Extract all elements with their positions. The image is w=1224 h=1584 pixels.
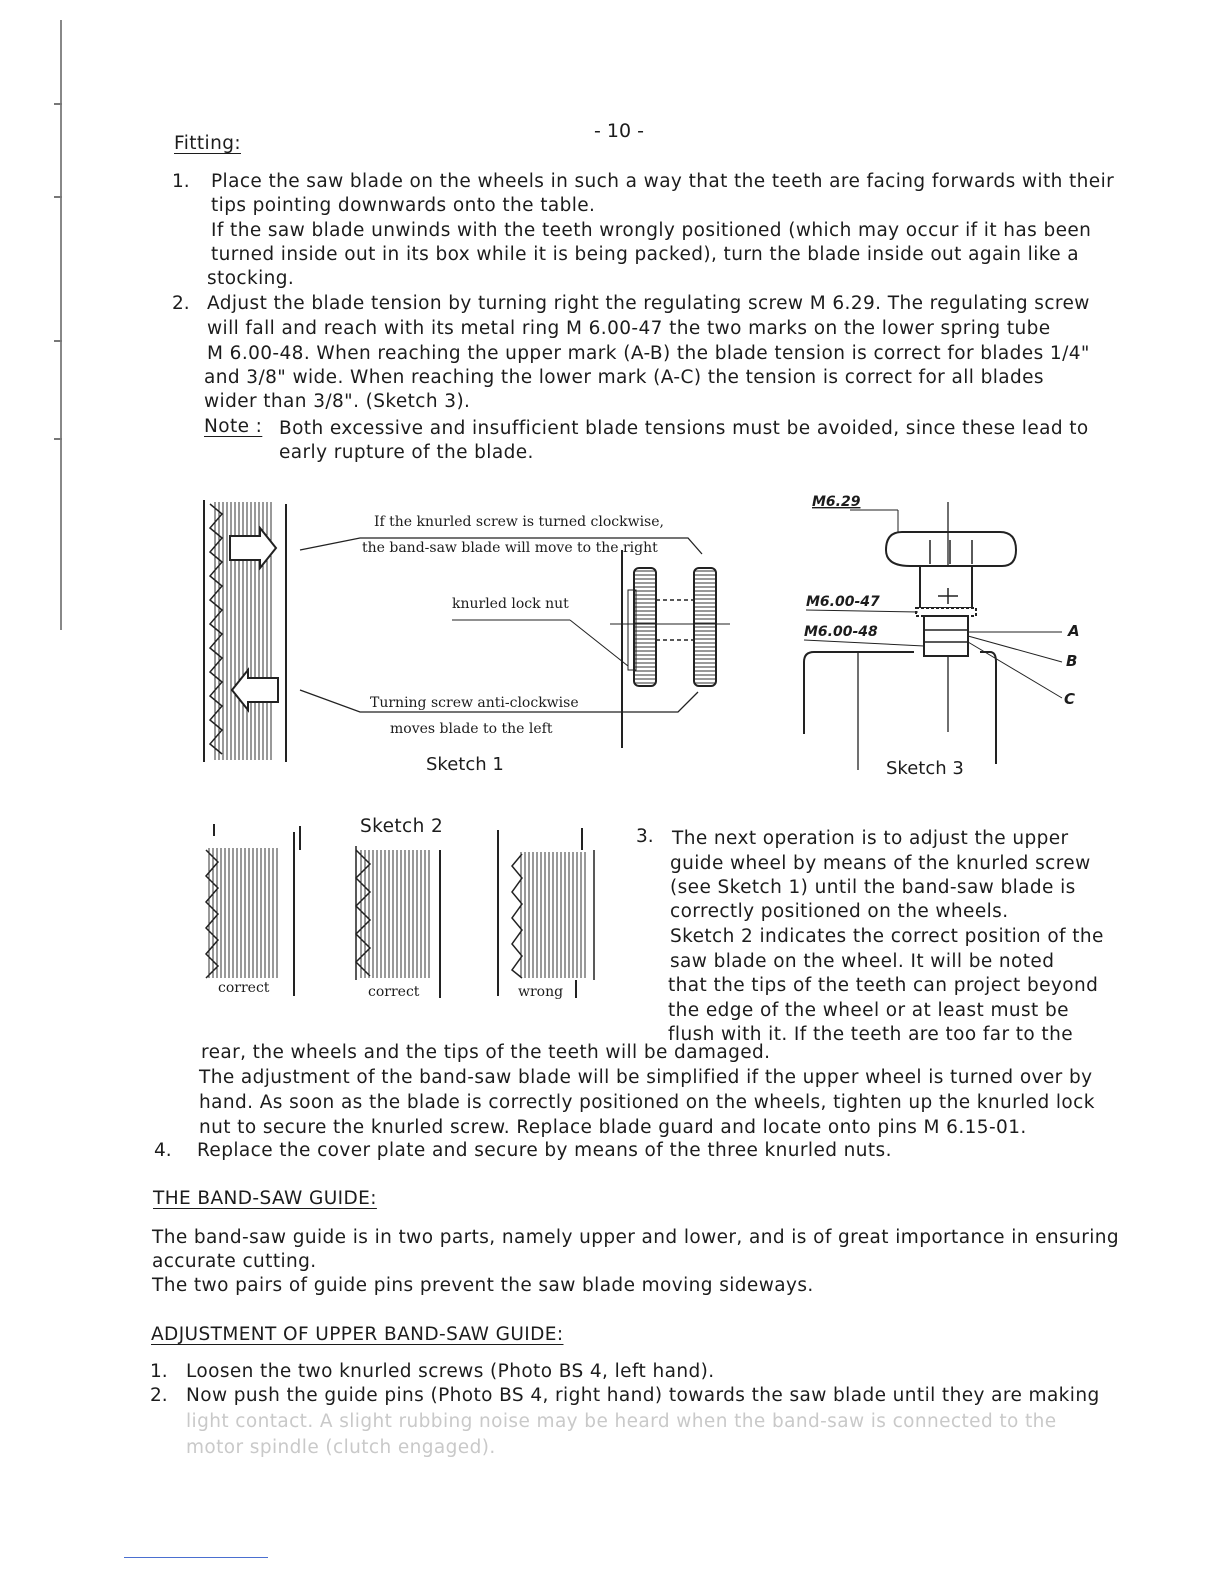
item-3-line: correctly positioned on the wheels. xyxy=(670,901,1009,922)
sketch-2-label: wrong xyxy=(518,984,564,1000)
sketch-2-correct-a xyxy=(206,824,294,996)
sketch-2-label: correct xyxy=(218,980,270,996)
item-3-line: saw blade on the wheel. It will be noted xyxy=(670,951,1055,972)
item-2-line: M 6.00-48. When reaching the upper mark (A-B) the blade tension is correct for blades 1/4" xyxy=(207,343,1090,364)
label-m6-00-48: M6.00-48 xyxy=(804,624,878,640)
item-1-number: 1. xyxy=(172,171,190,192)
knurled-screw xyxy=(610,550,730,748)
upper-item-2-line: motor spindle (clutch engaged). xyxy=(186,1437,496,1458)
guide-heading: THE BAND-SAW GUIDE: xyxy=(153,1188,377,1209)
guide-line: The band-saw guide is in two parts, namely upper and lower, and is of great importance in ensuring xyxy=(152,1227,1120,1248)
item-3-continuation: nut to secure the knurled screw. Replace blade guard and locate onto pins M 6.15-01. xyxy=(199,1117,1027,1138)
item-1-line: tips pointing downwards onto the table. xyxy=(211,195,596,216)
note-line: early rupture of the blade. xyxy=(279,442,534,463)
upper-item-2-line: Now push the guide pins (Photo BS 4, right hand) towards the saw blade until they are making xyxy=(186,1385,1100,1406)
item-4-line: Replace the cover plate and secure by means of the three knurled nuts. xyxy=(197,1140,892,1161)
page-edge xyxy=(60,20,62,630)
lock-nut-label: knurled lock nut xyxy=(452,596,569,612)
upper-item-1-number: 1. xyxy=(150,1361,168,1382)
sketch-3 xyxy=(790,484,1090,784)
edge-tick xyxy=(54,438,62,440)
item-1-line: If the saw blade unwinds with the teeth wrongly positioned (which may occur if it has been xyxy=(211,220,1092,241)
mark-c: C xyxy=(1064,690,1076,708)
item-2-line: Adjust the blade tension by turning right the regulating screw M 6.29. The regulating screw xyxy=(207,293,1090,314)
item-3-line: flush with it. If the teeth are too far to the xyxy=(668,1024,1073,1045)
item-1-line: turned inside out in its box while it is being packed), turn the blade inside out again like a xyxy=(211,244,1080,265)
guide-line: The two pairs of guide pins prevent the saw blade moving sideways. xyxy=(152,1275,814,1296)
edge-tick xyxy=(54,340,62,342)
sketch-2-label: correct xyxy=(368,984,420,1000)
item-3-line: guide wheel by means of the knurled screw xyxy=(670,853,1091,874)
item-2-number: 2. xyxy=(172,293,190,314)
guide-line: accurate cutting. xyxy=(152,1251,317,1272)
sketch-1-caption: If the knurled screw is turned clockwise, xyxy=(374,514,664,530)
edge-tick xyxy=(54,196,62,198)
item-3-line: The next operation is to adjust the upper xyxy=(672,828,1069,849)
sketch-3-title: Sketch 3 xyxy=(886,758,964,779)
item-3-line: (see Sketch 1) until the band-saw blade is xyxy=(670,877,1076,898)
sketch-2-wrong xyxy=(498,828,594,998)
footer-rule xyxy=(124,1557,268,1558)
item-3-continuation: hand. As soon as the blade is correctly positioned on the wheels, tighten up the knurled lock xyxy=(199,1092,1095,1113)
edge-tick xyxy=(54,103,62,105)
sketch-2 xyxy=(196,820,606,1010)
item-2-line: wider than 3/8". (Sketch 3). xyxy=(204,391,471,412)
item-3-number: 3. xyxy=(636,826,654,847)
sketch-1-caption: moves blade to the left xyxy=(390,721,553,737)
item-2-line: will fall and reach with its metal ring M 6.00-47 the two marks on the lower spring tube xyxy=(207,318,1051,339)
item-1-line: Place the saw blade on the wheels in such a way that the teeth are facing forwards with their xyxy=(211,171,1115,192)
fitting-heading: Fitting: xyxy=(174,133,241,154)
sketch-1-caption: the band-saw blade will move to the right xyxy=(362,540,658,556)
label-m6-29: M6.29 xyxy=(812,494,861,510)
item-1-line: stocking. xyxy=(207,268,295,289)
item-4-number: 4. xyxy=(154,1140,172,1161)
note-label: Note : xyxy=(204,416,263,437)
sketch-1 xyxy=(190,490,750,790)
upper-item-2-number: 2. xyxy=(150,1385,168,1406)
mark-b: B xyxy=(1066,652,1078,670)
upper-item-2-line: light contact. A slight rubbing noise may be heard when the band-saw is connected to the xyxy=(186,1411,1057,1432)
sketch-1-title: Sketch 1 xyxy=(426,754,504,775)
item-3-continuation: The adjustment of the band-saw blade will be simplified if the upper wheel is turned over by xyxy=(199,1067,1093,1088)
item-3-continuation: rear, the wheels and the tips of the teeth will be damaged. xyxy=(201,1042,771,1063)
sketch-2-correct-b xyxy=(300,826,440,998)
upper-guide-heading: ADJUSTMENT OF UPPER BAND-SAW GUIDE: xyxy=(151,1324,564,1345)
sketch-1-caption: Turning screw anti-clockwise xyxy=(370,695,579,711)
mark-a: A xyxy=(1068,622,1080,640)
label-m6-00-47: M6.00-47 xyxy=(806,594,880,610)
item-3-line: the edge of the wheel or at least must be xyxy=(668,1000,1069,1021)
note-line: Both excessive and insufficient blade tensions must be avoided, since these lead to xyxy=(279,418,1089,439)
sketch-2-title: Sketch 2 xyxy=(360,816,444,837)
item-2-line: and 3/8" wide. When reaching the lower mark (A-C) the tension is correct for all blades xyxy=(204,367,1044,388)
upper-item-1-line: Loosen the two knurled screws (Photo BS 4, left hand). xyxy=(186,1361,715,1382)
page-number: - 10 - xyxy=(594,120,644,142)
item-3-line: Sketch 2 indicates the correct position of the xyxy=(670,926,1104,947)
item-3-line: that the tips of the teeth can project beyond xyxy=(668,975,1099,996)
